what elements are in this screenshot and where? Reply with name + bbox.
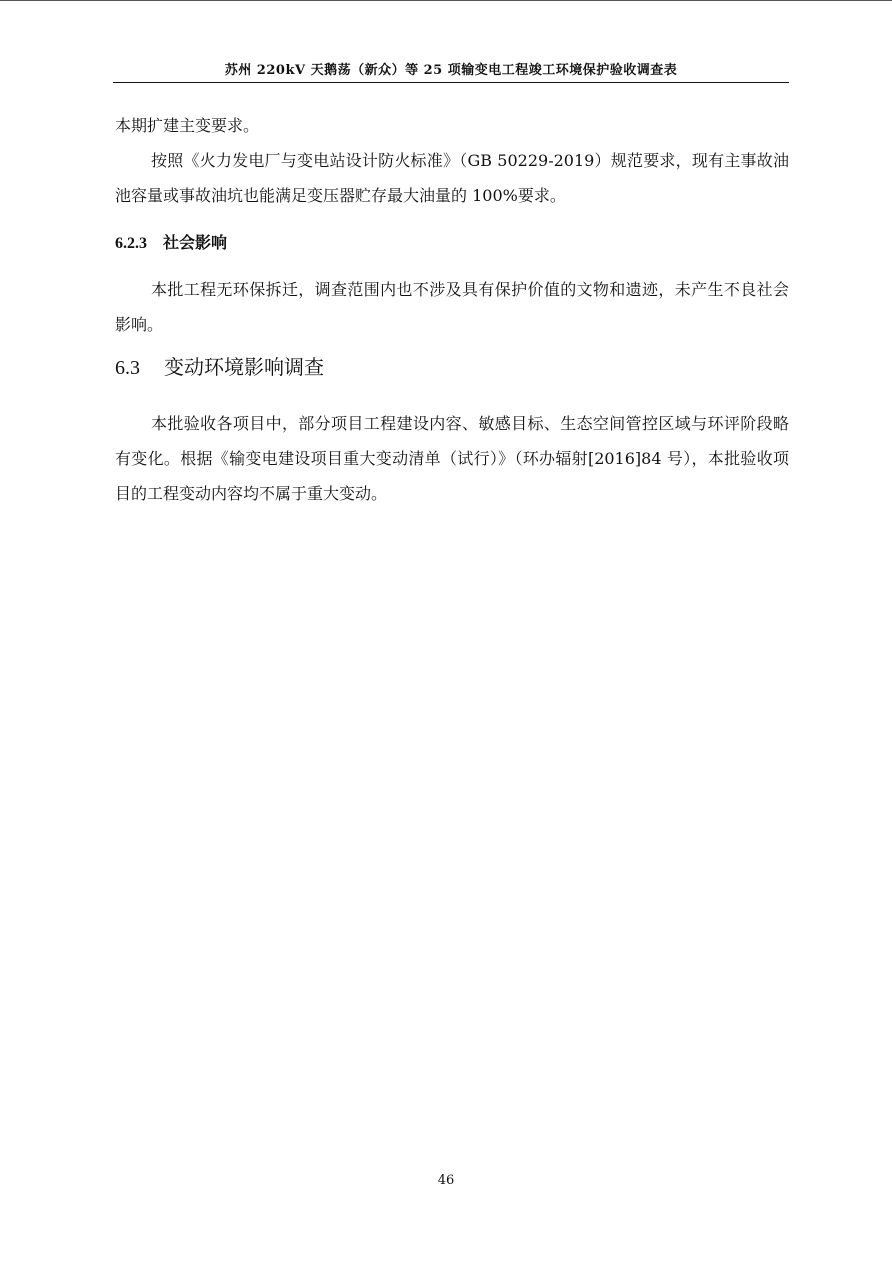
page-header: 苏州 220kV 天鹅荡（新众）等 25 项输变电工程竣工环境保护验收调查表 (224, 63, 678, 78)
section-number: 6.3 (115, 357, 140, 379)
header-divider (113, 82, 789, 83)
section-heading-6-3 (115, 352, 324, 383)
paragraph-social-impact: 本批工程无环保拆迁，调查范围内也不涉及具有保护价值的文物和遗迹，未产生不良社会影响。 (115, 280, 789, 334)
section-heading-6-2-3 (115, 231, 227, 256)
paragraph-change-survey: 本批验收各项目中，部分项目工程建设内容、敏感目标、生态空间管控区域与环评阶段略有变化。根据《输变电建设项目重大变动清单（试行）》（环办辐射[2016]84 号），本批验收项目的工程变动内容均不属于重大变动。 (115, 414, 789, 503)
section-title: 变动环境影响调查 (164, 355, 324, 379)
top-border (0, 0, 892, 1)
section-number: 6.2.3 (115, 235, 147, 252)
paragraph-continue: 本期扩建主变要求。 (115, 116, 260, 135)
page-number: 46 (437, 1173, 455, 1188)
paragraph-fire-standard: 按照《火力发电厂与变电站设计防火标准》（GB 50229-2019）规范要求，现有主事故油池容量或事故油坑也能满足变压器贮存最大油量的 100%要求。 (115, 151, 789, 205)
section-title: 社会影响 (163, 233, 228, 252)
